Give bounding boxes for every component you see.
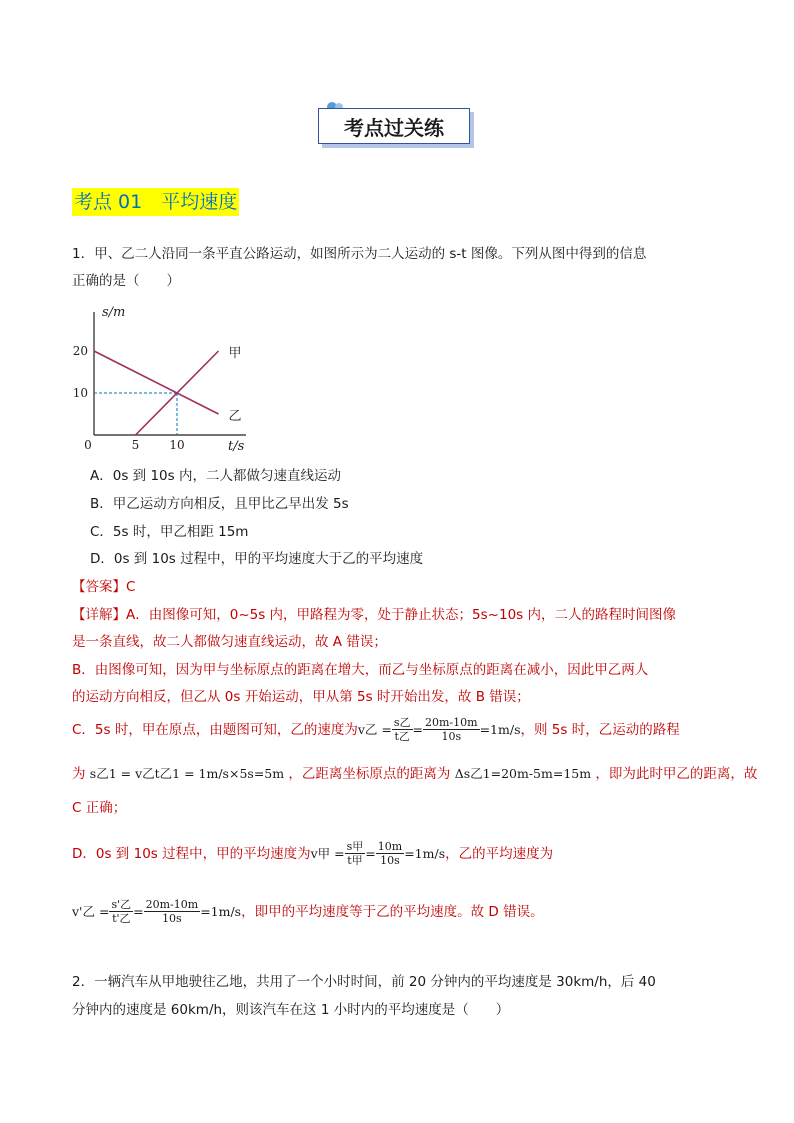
q1-detail-line2: 是一条直线，故二人都做匀速直线运动，故 A 错误； [72,634,387,650]
d2-lhs: v'乙 = [72,903,110,919]
c-eq: = [412,721,423,737]
d-suffix: ，乙的平均速度为 [445,845,554,862]
d-fraction [345,840,366,867]
d-lhs: v甲 = [310,845,345,861]
y-tick-label: 10 [72,386,88,400]
q1-option-d: D．0s 到 10s 过程中，甲的平均速度大于乙的平均速度 [90,551,424,567]
page-title: 考点过关练 [318,108,470,144]
c-formula-lhs: v乙 = [357,721,392,737]
d2-frac2-den: 10s [162,912,182,925]
d-frac-num: s甲 [346,840,364,853]
d2-result: =1m/s [200,903,242,919]
d2-frac-den: t'乙 [112,912,131,925]
q1-option-c: C．5s 时，甲乙相距 15m [90,524,249,540]
st-chart [70,300,270,460]
q1-stem-line2: 正确的是（ ） [72,273,180,289]
q1-detail-c-line3: C 正确； [72,800,127,816]
c-prefix: C．5s 时，甲在原点，由题图可知，乙的速度为 [72,721,358,738]
series-label-1: 乙 [228,409,242,424]
c-frac-num: s乙 [393,716,411,729]
y-axis-label: s/m [102,305,126,320]
d-frac-den: t甲 [347,854,363,867]
series-line-1 [94,351,219,414]
d2-eq: = [133,903,144,919]
x-axis-label: t/s [228,439,245,454]
c-frac2-num: 20m-10m [425,716,478,729]
c-suffix: ，则 5s 时，乙运动的路程 [520,721,680,738]
y-tick-label: 20 [72,344,88,358]
q1-detail-c-line2 [72,764,757,784]
d2-fraction [109,898,133,925]
q1-detail-line3: B．由图像可知，因为甲与坐标原点的距离在增大，而乙与坐标原点的距离在减小，因此甲乙两人 [72,662,649,678]
d2-frac2-num: 20m-10m [145,898,199,911]
series-label-0: 甲 [228,346,242,361]
section-heading: 考点 01 平均速度 [72,188,239,216]
x-tick-label: 10 [169,438,185,452]
q1-detail-c-line1 [72,716,680,743]
c-line2-formula2: Δs乙1=20m-5m=15m [454,766,592,781]
d-result: =1m/s [404,845,446,861]
d2-fraction2 [144,898,201,925]
q1-detail-d-line2 [72,898,544,925]
c-line2-mid: ，乙距离坐标原点的距离为 [288,766,451,782]
d-frac2-num: 10m [377,840,403,853]
q1-option-a: A．0s 到 10s 内，二人都做匀速直线运动 [90,468,341,484]
q1-answer: 【答案】C [72,579,136,595]
q1-stem-line1: 1．甲、乙二人沿同一条平直公路运动，如图所示为二人运动的 s-t 图像。下列从图中得到的信息 [72,246,647,262]
d2-frac-num: s'乙 [111,898,132,911]
c-line2-formula: s乙1 = v乙t乙1 = 1m/s×5s=5m [89,766,285,781]
c-fraction2 [423,716,480,743]
c-frac2-den: 10s [441,730,462,743]
d-fraction2 [376,840,404,867]
c-line2-prefix: 为 [72,766,86,782]
c-frac-den: t乙 [394,730,410,743]
q1-detail-line1: 【详解】A．由图像可知，0~5s 内，甲路程为零，处于静止状态；5s~10s 内，二人的路程时间图像 [72,607,676,623]
d-frac2-den: 10s [380,854,400,867]
q1-option-b: B．甲乙运动方向相反，且甲比乙早出发 5s [90,496,349,512]
c-line2-suffix: ，即为此时甲乙的距离，故 [595,766,758,782]
q1-detail-d-line1 [72,840,553,867]
q2-line1: 2．一辆汽车从甲地驶往乙地，共用了一个小时时间，前 20 分钟内的平均速度是 30km/h，后 40 [72,974,656,990]
d-eq: = [365,845,376,861]
c-result: =1m/s [479,721,521,737]
q1-detail-line4: 的运动方向相反，但乙从 0s 开始运动，甲从第 5s 时开始出发，故 B 错误； [72,689,530,705]
q2-line2: 分钟内的速度是 60km/h，则该汽车在这 1 小时内的平均速度是（ ） [72,1002,510,1018]
x-tick-label: 0 [84,438,92,452]
x-tick-label: 5 [131,438,140,452]
c-fraction [392,716,413,743]
d2-suffix: ，即甲的平均速度等于乙的平均速度。故 D 错误。 [241,903,544,920]
d-prefix: D．0s 到 10s 过程中，甲的平均速度为 [72,845,311,862]
